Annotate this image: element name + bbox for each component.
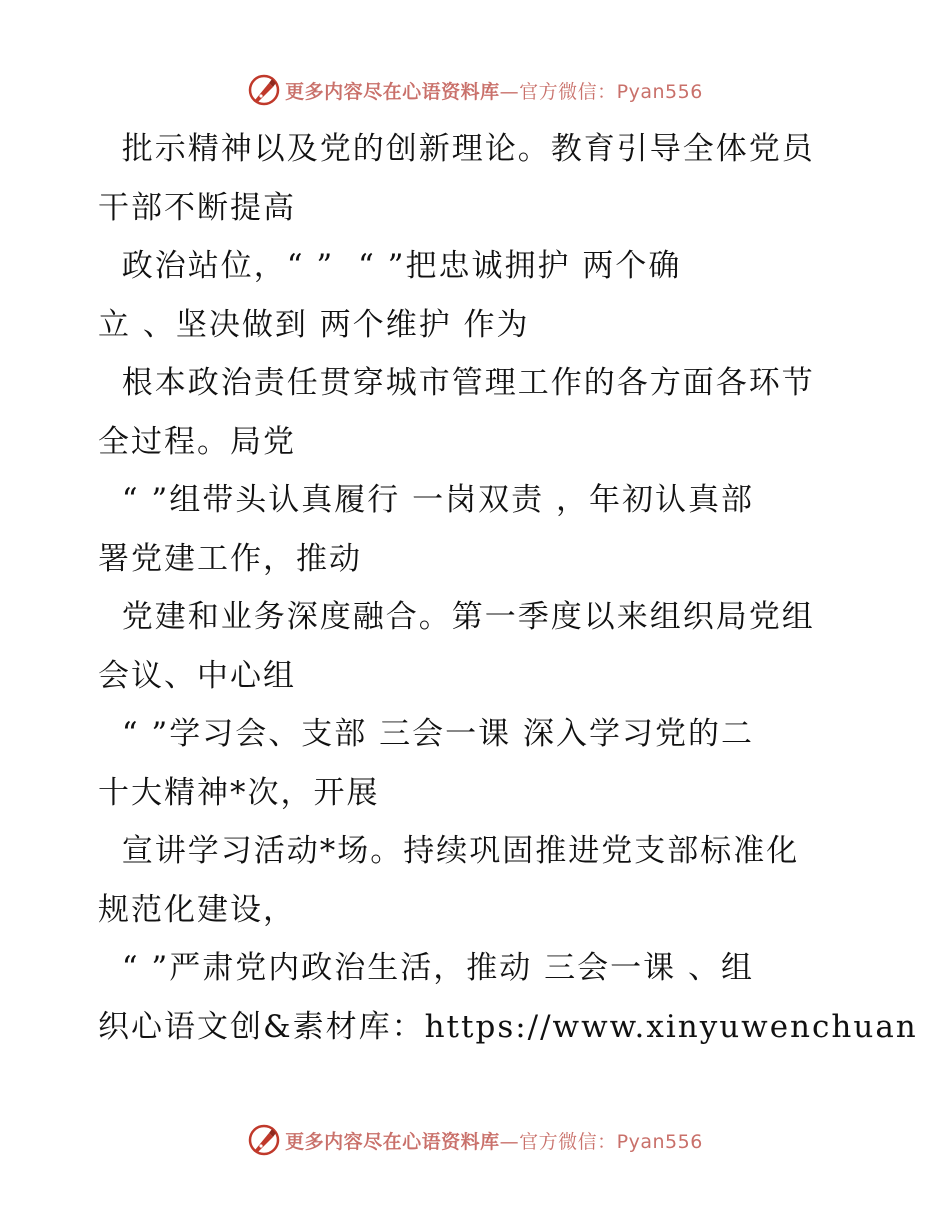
footer-banner [0,1120,950,1160]
footer-wechat-text: 官方微信：Pyan556 [519,1130,703,1153]
document-line: 批示精神以及党的创新理论。教育引导全体党员 [98,131,815,167]
document-line: 全过程。局党 [98,423,296,460]
document-line: 政治站位，“ ” “ ”把忠诚拥护 两个确 [98,248,682,284]
footer-banner-text [285,1127,703,1154]
footer-brand-text: 更多内容尽在心语资料库 [285,1130,500,1153]
document-line: 宣讲学习活动*场。持续巩固推进党支部标准化 [98,833,800,869]
document-line: “ ”组带头认真履行 一岗双责 ，年初认真部 [98,482,754,518]
document-line: “ ”严肃党内政治生活，推动 三会一课 、组 [98,950,754,986]
document-line: 党建和业务深度融合。第一季度以来组织局党组 [98,599,815,635]
document-line: 十大精神*次，开展 [98,774,380,811]
document-line: 根本政治责任贯穿城市管理工作的各方面各环节 [98,365,815,401]
document-body [98,120,918,1056]
document-line: 织心语文创&素材库：https://www.xinyuwenchuan [98,1008,918,1045]
header-banner [0,70,950,110]
header-banner-text [285,77,703,104]
pen-nib-logo-icon [247,73,281,107]
document-line: 会议、中心组 [98,657,296,694]
header-brand-text: 更多内容尽在心语资料库 [285,80,500,103]
document-line: 立 、坚决做到 两个维护 作为 [98,306,530,343]
document-line: 署党建工作，推动 [98,540,362,577]
document-line: “ ”学习会、支部 三会一课 深入学习党的二 [98,716,754,752]
pen-nib-logo-icon [247,1123,281,1157]
document-line: 干部不断提高 [98,189,296,226]
footer-separator: — [499,1130,520,1153]
document-line: 规范化建设， [98,891,296,928]
header-separator: — [499,80,520,103]
header-wechat-text: 官方微信：Pyan556 [519,80,703,103]
